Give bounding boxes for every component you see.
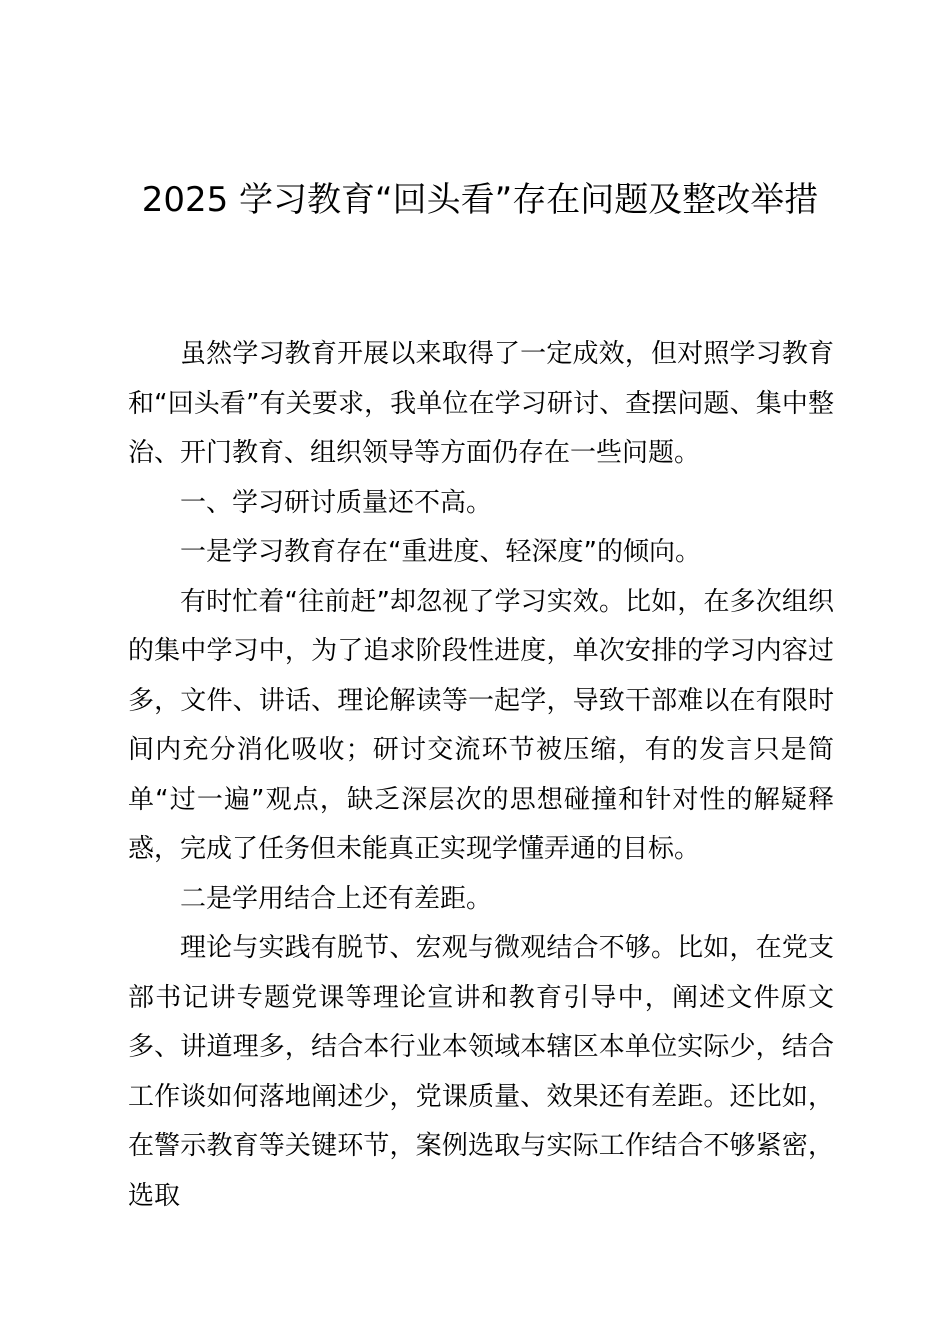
paragraph-intro: 虽然学习教育开展以来取得了一定成效，但对照学习教育和“回头看”有关要求，我单位在学习研讨、查摆问题、集中整治、开门教育、组织领导等方面仍存在一些问题。 [128, 339, 834, 468]
document-title: 2025 学习教育“回头看”存在问题及整改举措 [141, 180, 819, 220]
subheading-1: 一是学习教育存在“重进度、轻深度”的倾向。 [180, 537, 701, 567]
section-heading-1: 一、学习研讨质量还不高。 [180, 487, 493, 518]
subheading-2: 二是学用结合上还有差距。 [180, 883, 493, 914]
paragraph-2: 理论与实践有脱节、宏观与微观结合不够。比如，在党支部书记讲专题党课等理论宣讲和教育引导中，阐述文件原文多、讲道理多，结合本行业本领域本辖区本单位实际少，结合工作谈如何落地阐述少，党课质量、效果还有差距。还比如，在警示教育等关键环节，案例选取与实际工作结合不够紧密，选取 [128, 933, 834, 1211]
paragraph-1: 有时忙着“往前赶”却忽视了学习实效。比如，在多次组织的集中学习中，为了追求阶段性进度，单次安排的学习内容过多，文件、讲话、理论解读等一起学，导致干部难以在有限时间内充分消化吸收；研讨交流环节被压缩，有的发言只是简单“过一遍”观点，缺乏深层次的思想碰撞和针对性的解疑释惑，完成了任务但未能真正实现学懂弄通的目标。 [128, 586, 834, 864]
document-body [128, 330, 834, 1221]
